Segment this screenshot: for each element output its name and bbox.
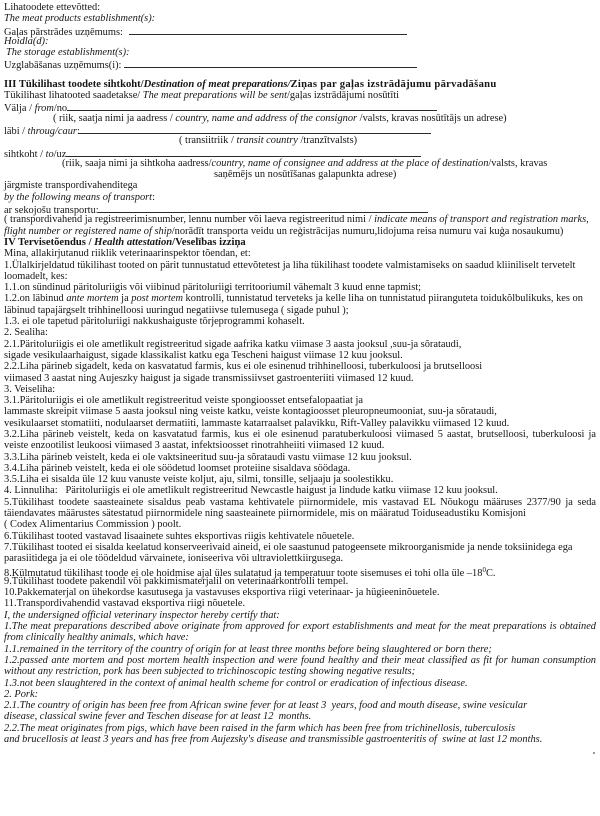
to-hint <box>4 158 596 169</box>
section-iv-heading <box>4 237 596 248</box>
clause-et-8 <box>4 565 596 579</box>
section-iv-heading-en: Health attestation <box>94 236 173 248</box>
meat-products-label-et: Lihatoodete ettevõtted: <box>4 2 101 13</box>
clause-en-1: 1.The meat preparations described above originate from approved for export establishments and meat for the meat preparations is obtained from clinically healthy animals, which have: <box>4 621 596 644</box>
clause-et-1-3: 1.3. ei ole tapetud päritoluriigi nakkushaiguste tõrjeprogrammi kohaselt. <box>4 316 305 328</box>
clause-et-1-2-ante-mortem: ante mortem <box>66 293 119 305</box>
clause-et-2: 2. Sealiha: <box>4 327 48 339</box>
certificate-page <box>4 2 596 745</box>
to-label-lv: /uz <box>53 148 67 160</box>
clause-et-1-2-post: kontrolli, tunnistatud terveteks ja kelle liha on tunnistatud piiranguteta toidukõlbulikuks, kes on läbinud tapajärgselt trihhinelloosi uuringud negatiivse tulemusega ( sigade puhul ); <box>4 293 583 316</box>
clause-en-2: 2. Pork: <box>4 688 39 700</box>
section-iii-heading-lv: Ziņas par gaļas izstrādājumu pārvadāšanu <box>290 78 497 90</box>
from-label-et: Välja / <box>4 103 35 115</box>
degree-sup: 0 <box>482 565 486 574</box>
clause-en-1-1: 1.1.remained in the territory of the country of origin for at least three months before being slaughtered or born there; <box>4 643 492 655</box>
clause-et-3-1c: vesikulaarset stomatiiti, nodulaarset dermatiiti, lammaste katarraalset palavikku, Rift-Valley palavikku viimased 12 kuud. <box>4 417 510 429</box>
through-hint <box>4 135 596 146</box>
storage-label-et: Hoidla(d): <box>4 35 49 47</box>
transport-label-en: by the following means of transport <box>4 191 153 203</box>
clause-en-1-2: 1.2.passed ante mortem and post mortem health inspection and were found healthy and their meat classified as fit for human consumption without any restriction, pork has been subjected to trichinoscopic testing showing negative results; <box>4 654 596 678</box>
through-hint-post: /tranzītvalsts) <box>297 135 358 147</box>
through-label-post: : <box>76 125 80 137</box>
clause-et-3-2: 3.2.Liha pärineb veistelt, keda on kasvatatud farmis, kus ei ole esinenud paratuberkuloosi viimased 5 aastat, brutselloosi, tuberkuloosi ja veiste enzootilist leukoosi viimased 3 aastat, infektsioosset rinotrahheiiti viimased 12 kuud. <box>4 428 596 452</box>
clause-en-1-3: 1.3.not been slaughtered in the context of animal health scheme for control or eradication of infectious disease. <box>4 677 468 689</box>
clause-en-2-2a: 2.2.The meat originates from pigs, which have been raised in the farm which has been free from trichinellosis, tuberculosis <box>4 722 516 734</box>
clause-et-1: 1.Ülalkirjeldatud tükilihast tooted on pärit tunnustatud ettevõtetest ja liha tükilihast toodete valmistamiseks on saadud kliiniliselt tervetelt loomadelt, kes: <box>4 259 576 282</box>
transport-label-et: järgmiste transpordivahenditega <box>4 180 138 192</box>
transport-label-lv: ar sekojošu transportu: <box>4 205 99 217</box>
clause-et-9: 9.Tükilihast toodete pakendil või pakkimismaterjalil on veterinaarkontrolli tempel. <box>4 575 349 587</box>
from-hint-post: /valsts, kravas nosūtītājs un adrese) <box>357 112 507 124</box>
clause-en-2-1b: disease, classical swine fever and Teschen disease for at least 12 months. <box>4 711 312 723</box>
scan-speck <box>593 752 595 754</box>
from-row <box>4 101 596 115</box>
storage-field[interactable] <box>124 58 417 68</box>
clause-et-5: 5.Tükilihast toodete saasteainete sisaldus peab vastama kehtivatele piirnormidele, mis vastavad EL Nõukogu määruses 2377/90 ja seda täiendavates määrustes sätestatud piirnormidele ning saasteainete piirnormidele, mis on määratud Toiduseadustiku Komisjoni <box>4 496 596 520</box>
transport-hint <box>4 214 594 237</box>
clause-et-1-1: 1.1.on sündinud päritoluriigis või viibinud päritoluriigi territooriumil vähemalt 3 kuud enne tapmist; <box>4 282 422 294</box>
to-hint-post: /valsts, kravas <box>488 157 548 169</box>
section-iv-heading-et: IV Tervisetõendus / <box>4 236 95 248</box>
clause-et-2-1b: sigade vesikulaarhaigust, sigade klassikalist katku ega Tescheni haigust viimase 12 kuu jooksul. <box>4 349 403 361</box>
clause-et-3-4: 3.4.Liha pärineb veistelt, keda ei ole söödetud loomset proteiine sisaldava söödaga. <box>4 462 351 474</box>
attestation-intro-en: I, the undersigned official veterinary inspector hereby certify that: <box>4 609 280 621</box>
clause-et-4: 4. Linnuliha: Päritoluriigis ei ole ametlikult registreeritud Newcastle haigust ja lindude katku viimase 12 kuu jooksul. <box>4 485 498 497</box>
clause-et-1-2-mid: ja <box>118 293 132 305</box>
clause-et-3-1b: lammaste skreipit viimase 5 aasta jooksul ning veiste katku, veiste kontagioosset pleuropneumooniat, suu-ja sõrataudi, <box>4 406 497 418</box>
through-field[interactable] <box>79 124 431 134</box>
from-label-lv: /no <box>53 103 68 115</box>
clause-et-3-5: 3.5.Liha ei sisalda üle 12 kuu vanuste veiste koljut, aju, silmi, tonsille, seljaaju ja soolestikku. <box>4 474 394 486</box>
to-label-en: to <box>45 148 54 160</box>
through-hint-pre: ( transiitriik / <box>179 135 237 147</box>
transport-hint-pre: ( transpordivahend ja registreerimisnumber, lennu number või laeva registreeritud nimi / <box>4 214 375 226</box>
to-label-et: sihtkoht / <box>4 148 46 160</box>
transport-row <box>4 203 596 217</box>
storage-label-en: The storage establishment(s): <box>6 47 130 59</box>
to-row <box>4 147 596 158</box>
clause-en-2-1a: 2.1.The country of origin has been free from African swine fever for at least 3 years, food and mouth disease, swine vesicular <box>4 700 528 712</box>
storage-label-lv: Uzglabāšanas uzņēmums(i): <box>4 60 122 72</box>
transport-label-en-post: : <box>152 191 155 203</box>
sent-en: The meat preparations will be sent <box>142 90 288 102</box>
transport-label-en-row <box>4 192 596 203</box>
clause-et-2-2b: viimased 3 aastat ning Aujeszky haigust ja sigade transmissiivset gastroenteriiti viimased 12 kuud. <box>4 372 414 384</box>
from-hint-en: country, name and address of the consignor <box>175 112 358 124</box>
clause-et-11: 11.Transpordivahendid vastavad eksportiva riigi nõuetele. <box>4 598 246 610</box>
section-iii-heading-et: III Tükilihast toodete sihtkoht/ <box>4 78 144 90</box>
meat-products-label-lv: Gaļas pārstrādes uzņēmums: <box>4 26 123 38</box>
section-iii-heading-en: Destination of meat preparations/ <box>143 78 291 90</box>
clause-et-6: 6.Tükilihast tooted vastavad lisaainete suhtes eksportivas riigis kehtivatele nõuetele. <box>4 530 355 542</box>
attestation-intro-et: Mina, allakirjutanud riiklik veterinaarinspektor tõendan, et: <box>4 248 251 260</box>
from-hint <box>4 113 596 124</box>
to-hint-line2: saņēmējs un nosūtīšanas galapunkta adrese) <box>214 169 397 181</box>
clause-et-7: 7.Tükilihast tooted ei sisalda keelatud konserveerivaid aineid, ei ole saastunud patogeensete mikroorganismide ja nende toksiinidega ega parasiitidega ja ei ole töödeldud värvainete, ioniseeriva või ultraviolettkiirgusega. <box>4 541 573 565</box>
meat-products-row <box>4 25 596 36</box>
clause-et-2-2a: 2.2.Liha pärineb sigadelt, keda on kasvatatud farmis, kus ei ole esinenud trihhinelloosi, tuberkuloosi ja brutselloosi <box>4 361 483 373</box>
section-iv-heading-lv: /Veselības izziņa <box>172 236 246 248</box>
clause-en-2-2b: and brucellosis at least 3 years and has free from Aujezsky's disease and transmissible gastroenteritis of swine at last 12 months. <box>4 734 543 745</box>
clause-et-3: 3. Veiseliha: <box>4 383 56 395</box>
clause-et-10: 10.Pakkematerjal on ühekordse kasutusega ja vastavuses eksportiva riigi veterinaar- ja hügieeninõuetele. <box>4 587 440 599</box>
clause-et-8-pre: 8.Külmutatud tükilihast toode ei ole hoidmise ajal üles sulatatud ja temperatuur toote sisemuses ei tohi olla üle –18 <box>4 567 483 579</box>
to-field[interactable] <box>66 147 421 157</box>
clause-et-2-1a: 2.1.Päritoluriigis ei ole ametlikult registreeritud sigade aafrika katku viimase 3 aasta jooksul ,suu-ja sõrataudi, <box>4 338 462 350</box>
transport-hint-post: /norādīt transporta veidu un reģistrācijas numuru,lidojuma reisa numuru vai kuģa nosaukumu) <box>171 225 564 237</box>
meat-products-field[interactable] <box>129 25 407 35</box>
clause-et-8-post: C. <box>485 567 496 579</box>
storage-row <box>4 58 596 72</box>
meat-products-label-en: The meat products establishment(s): <box>4 13 156 25</box>
sent-lv: /gaļas izstrādājumi nosūtīti <box>287 90 399 102</box>
sent-line <box>4 90 596 101</box>
transport-field[interactable] <box>98 203 428 213</box>
section-iii-heading <box>4 79 596 90</box>
transport-hint-en: indicate means of transport and registration marks, flight number or registered name of ship <box>4 214 589 237</box>
through-row <box>4 124 596 135</box>
sent-et: Tükilihast lihatooted saadetakse/ <box>4 90 143 102</box>
clause-et-1-2-post-mortem: post mortem <box>131 293 183 305</box>
from-label-en: from <box>34 103 54 115</box>
through-label-et: läbi / <box>4 125 28 137</box>
clause-et-3-1a: 3.1.Päritoluriigis ei ole ametlikult registreeritud veiste spongioosset entsefalopaatiat ja <box>4 395 363 407</box>
from-hint-pre: ( riik, saatja nimi ja aadress / <box>53 112 176 124</box>
clause-et-3-3: 3.3.Liha pärineb veistelt, keda ei ole vaktsineeritud suu-ja sõrataudi vastu viimase 12 kuu jooksul. <box>4 451 412 463</box>
clause-et-5b: ( Codex Alimentarius Commission ) poolt. <box>4 519 182 531</box>
clause-et-1-2 <box>4 293 596 316</box>
from-field[interactable] <box>67 101 437 111</box>
to-hint-pre: (riik, saaja nimi ja sihtkoha aadress/ <box>62 157 212 169</box>
to-hint-en: country, name of consignee and address at the place of destination <box>211 157 489 169</box>
through-label-en: throug/caur <box>27 125 77 137</box>
through-hint-en: transit country <box>236 135 298 147</box>
clause-et-1-2-pre: 1.2.on läbinud <box>4 293 67 305</box>
